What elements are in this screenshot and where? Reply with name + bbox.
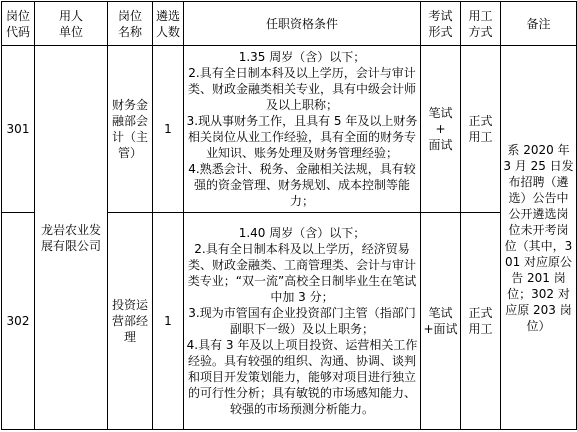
header-employment: 用工 方式 (461, 2, 501, 46)
employment-type: 正式 用工 (461, 46, 501, 213)
post-code: 301 (2, 46, 35, 213)
header-count: 遴选 人数 (153, 2, 184, 46)
header-row (2, 2, 577, 46)
headcount: 1 (153, 46, 184, 213)
post-code: 302 (2, 213, 35, 430)
qualification-conditions (184, 46, 421, 213)
exam-form: 笔试 + 面试 (421, 46, 461, 213)
post-name: 财务金融部会计（主管） (108, 46, 153, 213)
header-post: 岗位 名称 (108, 2, 153, 46)
recruitment-table (1, 1, 577, 430)
post-name: 投资运营部经理 (108, 213, 153, 430)
table-row-301 (2, 46, 577, 213)
employment-type: 正式 用工 (461, 213, 501, 430)
header-conditions: 任职资格条件 (184, 2, 421, 46)
header-unit: 用人 单位 (35, 2, 108, 46)
condition-item: 3.现从事财务工作，且具有 5 年及以上财务相关岗位从业工作经验，具有全面的财务专业知识、账务处理及财务管理经验； (186, 114, 418, 160)
condition-item: 4.熟悉会计、税务、金融相关法规，具有较强的资金管理、财务规划、成本控制等能力； (188, 162, 416, 208)
condition-item: 2.具有全日制本科及以上学历，会计与审计类、财政金融类相关专业，具有中级会计师及以上职称； (187, 66, 416, 112)
condition-item: 3.现为市管国有企业投资部门主管（指部门副职下一级）及以上职务； (188, 306, 416, 336)
qualification-conditions (184, 213, 421, 430)
condition-item: 1.35 周岁（含）以下； (238, 50, 366, 64)
headcount: 1 (153, 213, 184, 430)
condition-item: 1.40 周岁（含）以下； (238, 226, 366, 240)
header-note: 备注 (501, 2, 577, 46)
remarks: 系 2020 年 3 月 25 日发布招聘（遴选）公告中公开遴选岗位未开考岗位（其中，301 对应原公告 201 岗位；302 对应原 203 岗位） (501, 46, 577, 430)
header-exam: 考试 形式 (421, 2, 461, 46)
condition-item: 4.具有 3 年及以上项目投资、运营相关工作经验。具有较强的组织、沟通、协调、谈判和项目开发策划能力，能够对项目进行独立的可行性分析；具有敏锐的市场感知能力、较强的市场预测分析能力。 (186, 338, 418, 416)
header-code: 岗位 代码 (2, 2, 35, 46)
employer-unit: 龙岩农业发展有限公司 (35, 46, 108, 430)
exam-form: 笔试 +面试 (421, 213, 461, 430)
condition-item: 2.具有全日制本科及以上学历，经济贸易类、财政金融类、工商管理类、会计与审计类专业；“双一流”高校全日制毕业生在笔试中加 3 分； (187, 242, 417, 304)
